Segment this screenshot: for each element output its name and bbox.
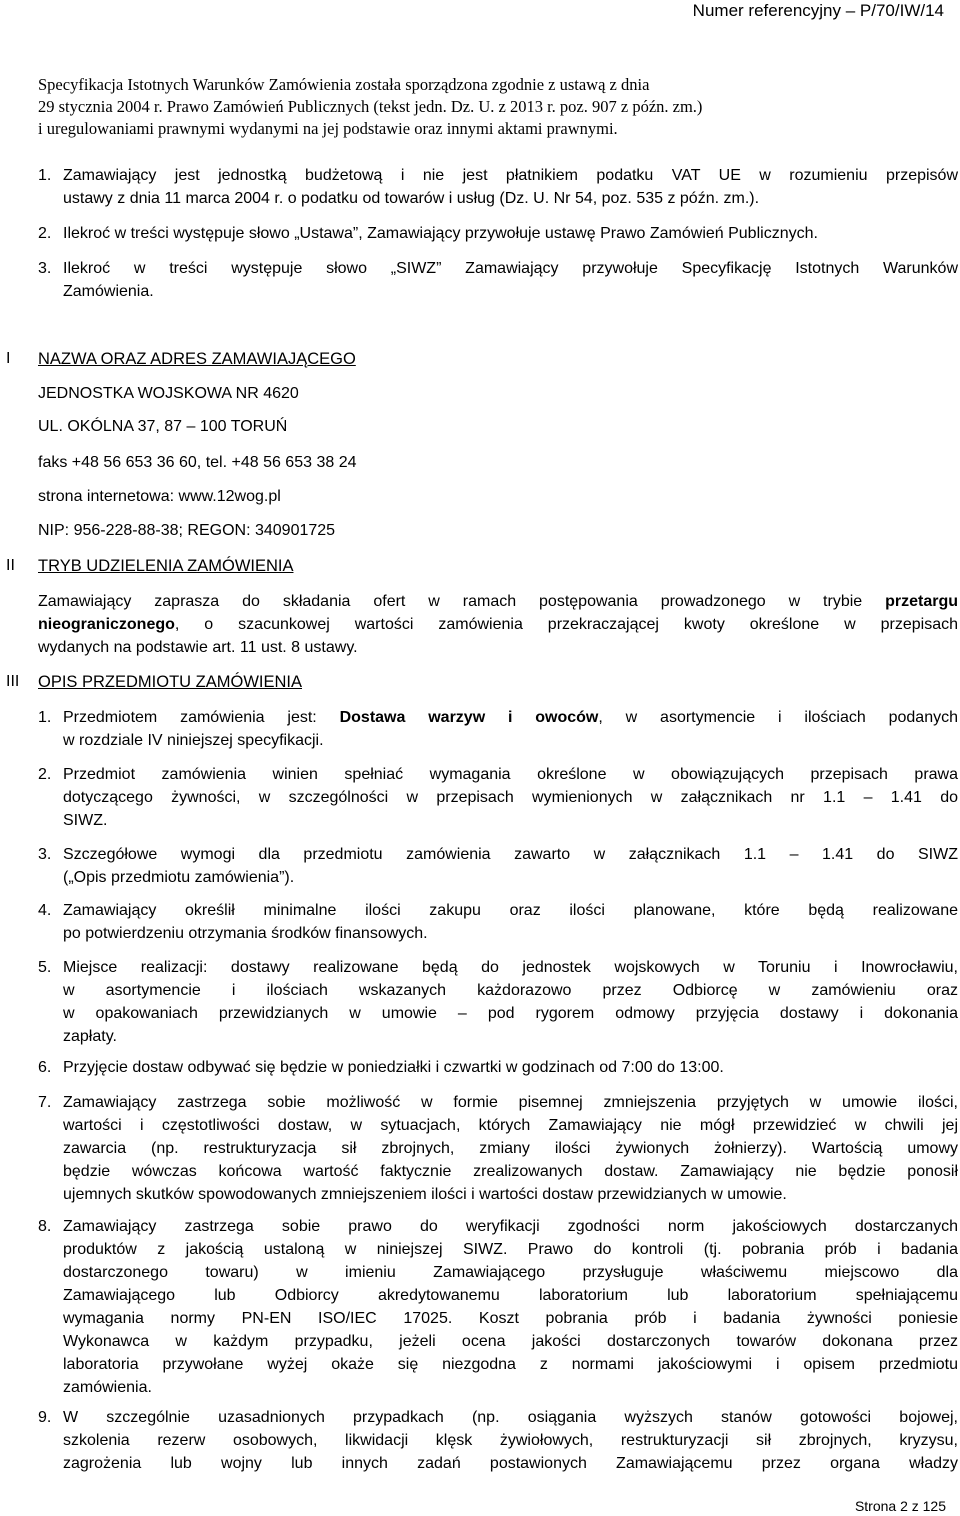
item-number: 4.	[38, 902, 52, 919]
item-line: zapłaty.	[63, 1028, 117, 1045]
intro-paragraph	[38, 74, 938, 140]
item-line: dostarczonego towaru) w imieniu Zamawiającego przysługuje właściwemu miejscowo dla	[63, 1264, 958, 1281]
address-line: faks +48 56 653 36 60, tel. +48 56 653 38 24	[38, 454, 357, 471]
item-line: Zamówienia.	[63, 283, 154, 300]
section-number: II	[6, 557, 15, 574]
list-item-7	[38, 1091, 958, 1206]
item-line: Przyjęcie dostaw odbywać się będzie w poniedziałki i czwartki w godzinach od 7:00 do 13:00.	[63, 1059, 724, 1076]
item-line: zawarcia (np. restrukturyzacja sił zbrojnych, zmiany ilości żywionych żołnierzy). Wartością umowy	[63, 1140, 958, 1157]
item-line: Zamawiającego lub Odbiorcy akredytowanemu laboratorium lub laboratorium spełniającemu	[63, 1287, 958, 1304]
item-line: wymagania normy PN-EN ISO/IEC 17025. Koszt pobrania prób i badania żywności poniesie	[63, 1310, 958, 1327]
item-line: Zamawiający określił minimalne ilości zakupu oraz ilości planowane, które będą realizowane	[63, 902, 958, 919]
item-number: 1.	[38, 167, 52, 184]
paragraph-line: Zamawiający zaprasza do składania ofert w ramach postępowania prowadzonego w trybie przetargu	[38, 593, 958, 610]
section-number: III	[6, 673, 20, 690]
item-line: zagrożenia lub wojny lub innych zadań postawionych Zamawiającemu przez organa władzy	[63, 1455, 958, 1472]
item-number: 3.	[38, 846, 52, 863]
mode-paragraph	[38, 590, 958, 659]
item-line: laboratoria przywołane wyżej okaże się niezgodna z normami jakościowymi i opisem przedmiotu	[63, 1356, 958, 1373]
address-line: strona internetowa: www.12wog.pl	[38, 488, 281, 505]
section-number: I	[6, 350, 11, 367]
item-number: 2.	[38, 766, 52, 783]
page-number: Strona 2 z 125	[854, 1498, 946, 1514]
list-item-5	[38, 956, 958, 1048]
item-line: w rozdziale IV niniejszej specyfikacji.	[63, 732, 324, 749]
item-line: będzie wówczas końcowa wartość faktycznie zrealizowanych dostaw. Zamawiający nie będzie ponosił	[63, 1163, 958, 1180]
item-line: po potwierdzeniu otrzymania środków finansowych.	[63, 925, 428, 942]
item-line: Wykonawca w każdym przypadku, jeżeli ocena jakości dostarczonych towarów dokonana przez	[63, 1333, 958, 1350]
item-line: ujemnych skutków spowodowanych zmniejszeniem ilości i wartości dostaw przewidzianych w umowie.	[63, 1186, 787, 1203]
address-line: NIP: 956-228-88-38; REGON: 340901725	[38, 522, 336, 539]
intro-line: i uregulowaniami prawnymi wydanymi na jej podstawie oraz innymi aktami prawnymi.	[38, 119, 618, 138]
prelim-item-1	[38, 164, 958, 210]
list-item-1	[38, 706, 958, 752]
section-title: OPIS PRZEDMIOTU ZAMÓWIENIA	[38, 673, 303, 691]
intro-line: 29 stycznia 2004 r. Prawo Zamówień Publicznych (tekst jedn. Dz. U. z 2013 r. poz. 907 z późn. zm.)	[38, 97, 703, 116]
item-line: Ilekroć w treści występuje słowo „SIWZ” Zamawiający przywołuje Specyfikację Istotnych Warunków	[63, 260, 958, 277]
address-line: UL. OKÓLNA 37, 87 – 100 TORUŃ	[38, 418, 288, 435]
item-number: 7.	[38, 1094, 52, 1111]
item-line: produktów z jakością ustaloną w niniejszej SIWZ. Prawo do kontroli (tj. pobrania prób i badania	[63, 1241, 958, 1258]
item-line: Przedmiotem zamówienia jest: Dostawa warzyw i owoców, w asortymencie i ilościach podanych	[63, 709, 959, 726]
item-line: SIWZ.	[63, 812, 108, 829]
item-number: 5.	[38, 959, 52, 976]
item-line: ustawy z dnia 11 marca 2004 r. o podatku od towarów i usług (Dz. U. Nr 54, poz. 535 z późn. zm.).	[63, 190, 760, 207]
item-line: dotyczącego żywności, w szczególności w przepisach wymienionych w załącznikach nr 1.1 – 1.41 do	[63, 789, 958, 806]
item-line: szkolenia rezerw osobowych, likwidacji klęsk żywiołowych, restrukturyzacji sił zbrojnych, kryzysu,	[63, 1432, 958, 1449]
address-line: JEDNOSTKA WOJSKOWA NR 4620	[38, 385, 299, 402]
paragraph-line: wydanych na podstawie art. 11 ust. 8 ustawy.	[38, 639, 358, 656]
item-line: Ilekroć w treści występuje słowo „Ustawa”, Zamawiający przywołuje ustawę Prawo Zamówień Publicznych.	[63, 225, 818, 242]
item-number: 6.	[38, 1059, 52, 1076]
item-line: Zamawiający jest jednostką budżetową i nie jest płatnikiem podatku VAT UE w rozumieniu przepisów	[63, 167, 958, 184]
item-number: 8.	[38, 1218, 52, 1235]
list-item-9	[38, 1406, 958, 1475]
intro-line: Specyfikacja Istotnych Warunków Zamówienia została sporządzona zgodnie z ustawą z dnia	[38, 75, 650, 94]
reference-number: Numer referencyjny – P/70/IW/14	[692, 1, 944, 20]
list-item-6	[38, 1056, 958, 1079]
item-line: Zamawiający zastrzega sobie możliwość w formie pisemnej zmniejszenia przyjętych w umowie ilości,	[63, 1094, 958, 1111]
item-line: w asortymencie i ilościach wskazanych każdorazowo przez Odbiorcę w zamówieniu oraz	[63, 982, 958, 999]
item-number: 3.	[38, 260, 52, 277]
list-item-8	[38, 1215, 958, 1399]
section-title: TRYB UDZIELENIA ZAMÓWIENIA	[38, 557, 294, 575]
paragraph-line: nieograniczonego, o szacunkowej wartości zamówienia przekraczającej kwoty określone w przepisach	[38, 616, 958, 633]
prelim-item-3	[38, 257, 958, 303]
item-line: Przedmiot zamówienia winien spełniać wymagania określone w obowiązujących przepisach prawa	[63, 766, 958, 783]
item-line: Miejsce realizacji: dostawy realizowane będą do jednostek wojskowych w Toruniu i Inowrocławiu,	[63, 959, 958, 976]
item-line: wartości i częstotliwości dostaw, w sytuacjach, których Zamawiający nie mógł przewidzieć w chwili jej	[63, 1117, 958, 1134]
item-line: („Opis przedmiotu zamówienia”).	[63, 869, 295, 886]
item-line: w opakowaniach przewidzianych w umowie – pod rygorem odmowy przyjęcia dostawy i dokonania	[63, 1005, 958, 1022]
item-line: W szczególnie uzasadnionych przypadkach (np. osiągania wyższych stanów gotowości bojowej,	[63, 1409, 958, 1426]
list-item-3	[38, 843, 958, 889]
item-line: Szczegółowe wymogi dla przedmiotu zamówienia zawarto w załącznikach 1.1 – 1.41 do SIWZ	[63, 846, 958, 863]
item-line: zamówienia.	[63, 1379, 152, 1396]
item-line: Zamawiający zastrzega sobie prawo do weryfikacji zgodności norm jakościowych dostarczanych	[63, 1218, 958, 1235]
list-item-2	[38, 763, 958, 832]
item-number: 1.	[38, 709, 52, 726]
item-number: 9.	[38, 1409, 52, 1426]
prelim-item-2	[38, 222, 958, 245]
item-number: 2.	[38, 225, 52, 242]
section-title: NAZWA ORAZ ADRES ZAMAWIAJĄCEGO	[38, 350, 356, 368]
list-item-4	[38, 899, 958, 945]
